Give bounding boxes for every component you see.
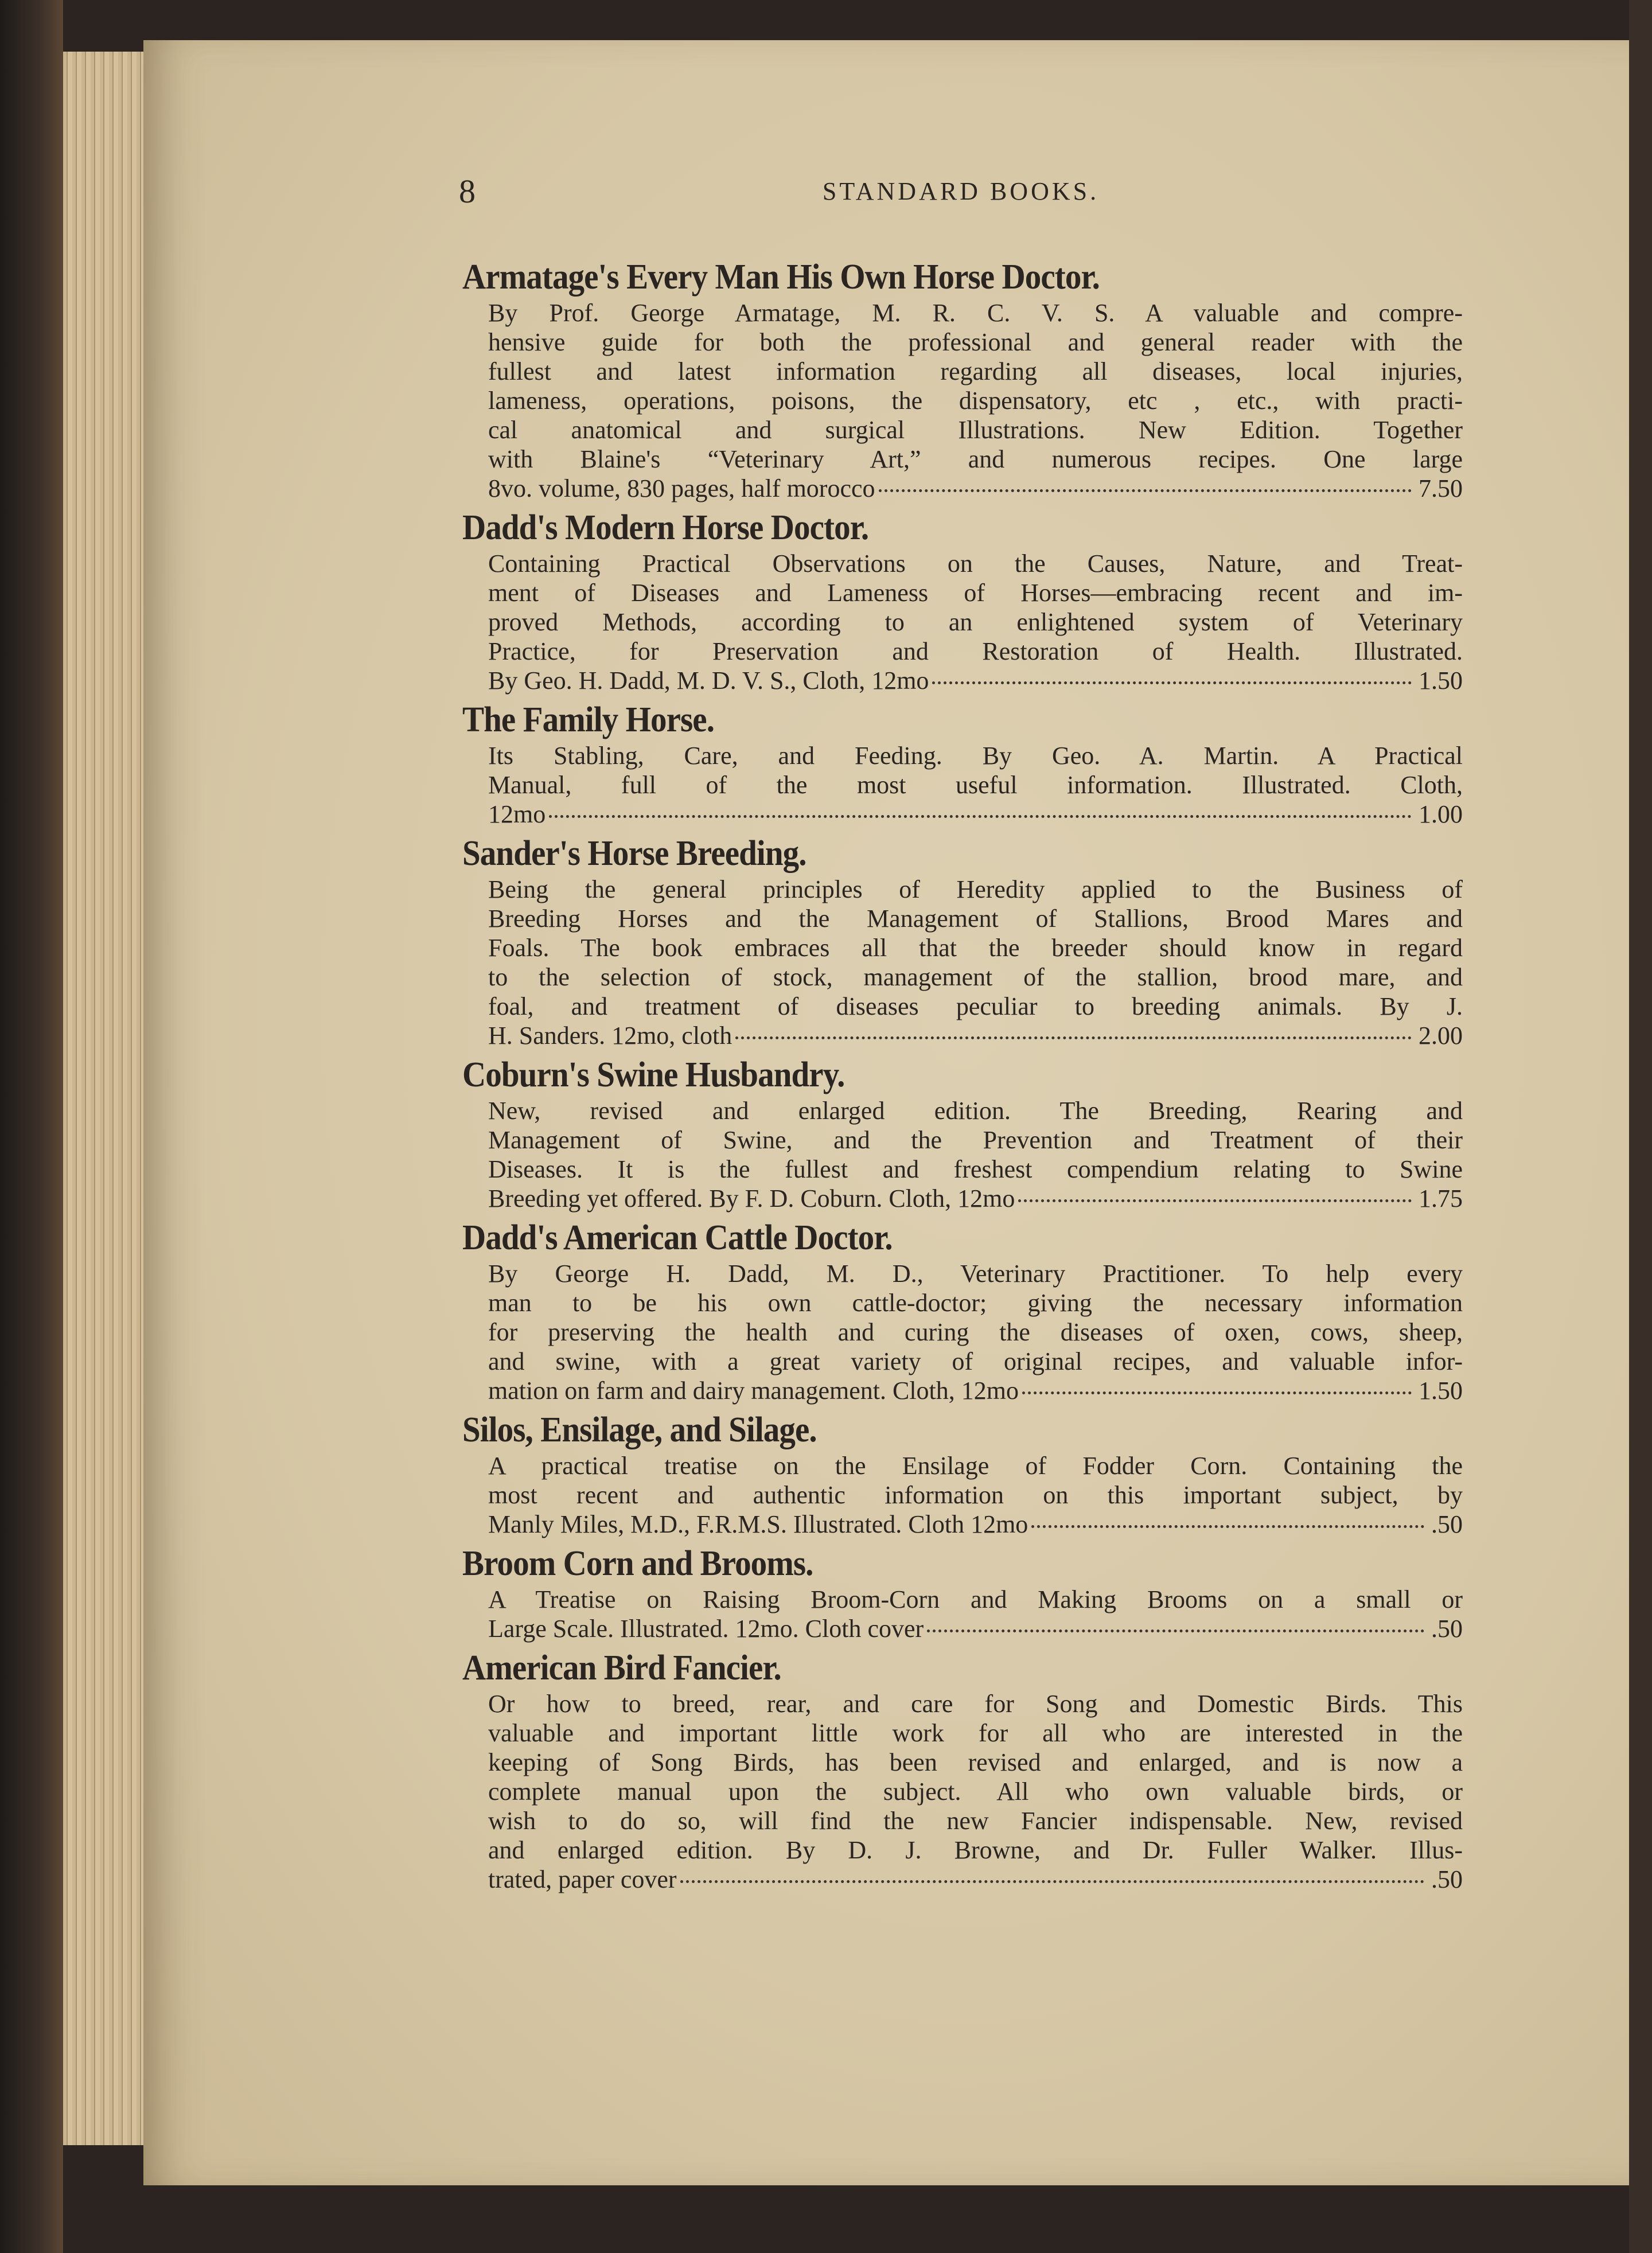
price-line [488,800,1463,829]
price: 2.00 [1419,1022,1463,1050]
description-line: complete manual upon the subject. All who own valuable birds, or [488,1778,1463,1806]
description-line: By Prof. George Armatage, M. R. C. V. S. A valuable and compre- [488,299,1463,327]
book-entry [462,259,1463,503]
description-line: valuable and important little work for all who are interested in the [488,1719,1463,1747]
description-line: to the selection of stock, management of the stallion, brood mare, and [488,963,1463,991]
description-line: Practice, for Preservation and Restoration of Health. Illustrated. [488,637,1463,665]
right-edge [1629,0,1652,2253]
description-line: lameness, operations, poisons, the dispensatory, etc , etc., with practi- [488,387,1463,415]
price-line [488,1376,1463,1405]
book-entry [462,1412,1463,1539]
leader-dots [927,1630,1424,1632]
leader-dots [1018,1199,1412,1202]
leader-dots [1031,1525,1424,1528]
price-line [488,666,1463,695]
book-title: Dadd's American Cattle Doctor. [462,1218,893,1257]
description-line: Being the general principles of Heredity applied to the Business of [488,875,1463,903]
description-line: foal, and treatment of diseases peculiar to breeding animals. By J. [488,992,1463,1020]
description-line: man to be his own cattle-doctor; giving the necessary information [488,1289,1463,1317]
price: .50 [1431,1615,1463,1643]
book-title: Sander's Horse Breeding. [462,834,806,873]
description-line: Diseases. It is the fullest and freshest compendium relating to Swine [488,1155,1463,1183]
description-line: fullest and latest information regarding all diseases, local injuries, [488,357,1463,385]
price: 1.50 [1419,1377,1463,1405]
description-line: for preserving the health and curing the diseases of oxen, cows, sheep, [488,1318,1463,1346]
description-line: A Treatise on Raising Broom-Corn and Making Brooms on a small or [488,1585,1463,1613]
description-line: H. Sanders. 12mo, cloth [488,1022,733,1050]
description-line: hensive guide for both the professional and general reader with the [488,328,1463,356]
description-line: 8vo. volume, 830 pages, half morocco [488,474,875,502]
book-cover [0,0,63,2253]
book-entry [462,702,1463,829]
book-list [462,252,1463,1896]
page-header [459,172,1463,212]
price-line [488,1021,1463,1050]
book-title: Coburn's Swine Husbandry. [462,1055,845,1094]
description-line: cal anatomical and surgical Illustrations. New Edition. Together [488,416,1463,444]
leader-dots [735,1036,1412,1039]
description-line: A practical treatise on the Ensilage of Fodder Corn. Containing the [488,1452,1463,1480]
description-line: Manual, full of the most useful information. Illustrated. Cloth, [488,771,1463,799]
description-line: By Geo. H. Dadd, M. D. V. S., Cloth, 12mo [488,666,929,695]
description-line: Breeding Horses and the Management of Stallions, Brood Mares and [488,905,1463,933]
leader-dots [932,681,1412,684]
description-line: most recent and authentic information on this important subject, by [488,1481,1463,1509]
description-line: ment of Diseases and Lameness of Horses—embracing recent and im- [488,579,1463,607]
description-line: New, revised and enlarged edition. The Breeding, Rearing and [488,1097,1463,1125]
description-line: Large Scale. Illustrated. 12mo. Cloth cover [488,1615,924,1643]
description-line: By George H. Dadd, M. D., Veterinary Practitioner. To help every [488,1260,1463,1288]
description-line: Foals. The book embraces all that the breeder should know in regard [488,934,1463,962]
price: 1.00 [1419,800,1463,828]
description-line: proved Methods, according to an enlightened system of Veterinary [488,608,1463,636]
leader-dots [1022,1391,1412,1394]
price-line [488,1614,1463,1643]
price: 1.75 [1419,1184,1463,1213]
book-title: The Family Horse. [462,700,715,739]
description-line: Or how to breed, rear, and care for Song and Domestic Birds. This [488,1690,1463,1718]
description-line: and swine, with a great variety of original recipes, and valuable infor- [488,1347,1463,1375]
book-title: Broom Corn and Brooms. [462,1544,813,1583]
leader-dots [549,815,1412,818]
book-title: Silos, Ensilage, and Silage. [462,1410,817,1449]
page-number: 8 [459,173,476,210]
book-entry [462,510,1463,695]
price-line [488,474,1463,503]
book-entry [462,1057,1463,1213]
description-line: wish to do so, will find the new Fancier indispensable. New, revised [488,1807,1463,1835]
book-title: American Bird Fancier. [462,1648,781,1687]
book-title: Dadd's Modern Horse Doctor. [462,508,869,547]
book-title: Armatage's Every Man His Own Horse Doctor. [462,258,1100,297]
description-line: and enlarged edition. By D. J. Browne, and Dr. Fuller Walker. Illus- [488,1836,1463,1864]
description-line: keeping of Song Birds, has been revised and enlarged, and is now a [488,1748,1463,1776]
book-entry [462,1650,1463,1894]
price: .50 [1431,1865,1463,1893]
price: 1.50 [1419,666,1463,695]
description-line: with Blaine's “Veterinary Art,” and numerous recipes. One large [488,445,1463,473]
price: .50 [1431,1510,1463,1538]
price-line [488,1865,1463,1894]
description-line: Breeding yet offered. By F. D. Coburn. Cloth, 12mo [488,1184,1015,1213]
description-line: Containing Practical Observations on the Causes, Nature, and Treat- [488,549,1463,578]
book-entry [462,1546,1463,1643]
description-line: Manly Miles, M.D., F.R.M.S. Illustrated. Cloth 12mo [488,1510,1028,1538]
description-line: mation on farm and dairy management. Cloth, 12mo [488,1377,1019,1405]
book-entry [462,836,1463,1050]
price-line [488,1184,1463,1213]
description-line: 12mo [488,800,546,828]
description-line: trated, paper cover [488,1865,677,1893]
price-line [488,1510,1463,1539]
description-line: Management of Swine, and the Prevention and Treatment of their [488,1126,1463,1154]
price: 7.50 [1419,474,1463,502]
running-head: STANDARD BOOKS. [822,177,1100,205]
leader-dots [879,489,1412,492]
leader-dots [680,1880,1424,1883]
description-line: Its Stabling, Care, and Feeding. By Geo. A. Martin. A Practical [488,742,1463,770]
book-entry [462,1220,1463,1405]
